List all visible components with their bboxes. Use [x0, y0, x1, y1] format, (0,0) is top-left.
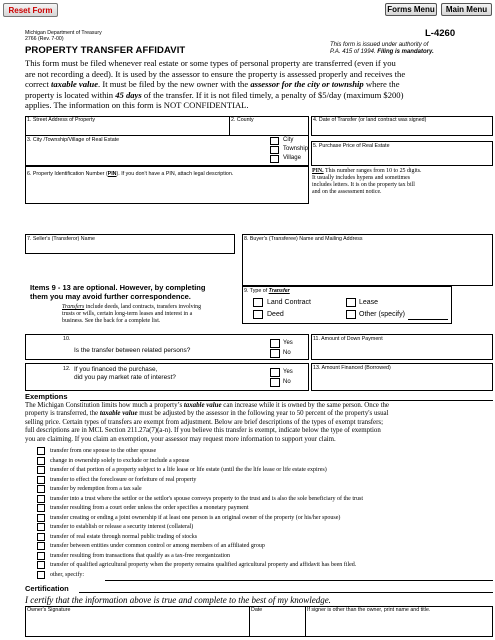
other-type-checkbox[interactable]: [346, 310, 356, 319]
county-label: 2. County: [231, 117, 254, 123]
exemption-label: transfer between entities under common control or among members of an affiliated group: [50, 543, 265, 549]
certification-statement: I certify that the information above is true and complete to the best of my knowledge.: [25, 595, 331, 605]
related-yes-checkbox[interactable]: [270, 339, 280, 348]
purchase-price-label: 5. Purchase Price of Real Estate: [313, 143, 390, 149]
intro-line-3: [25, 79, 495, 90]
market-yes-label: Yes: [283, 369, 293, 375]
authority-act: P.A. 415 of 1994.: [330, 49, 376, 55]
exemption-label: transfer of that portion of a property subject to a life lease or life estate (until the the life lease or life estate expires): [50, 467, 327, 473]
other-type-line[interactable]: [408, 319, 448, 320]
pin-help-line: includes letters. It is on the property tax bill: [312, 182, 415, 188]
exemption-checkbox[interactable]: [37, 447, 45, 455]
market-rate-question: [74, 366, 176, 382]
seller-name-label: 7. Seller's (Transferor) Name: [27, 236, 95, 242]
transfer-type-label: [244, 288, 290, 294]
exemptions-text: can increase while it is owned by the same person. Once the: [221, 402, 389, 409]
intro-line-5: applies. The information on this form is NOT CONFIDENTIAL.: [25, 100, 249, 110]
exemption-label: transfer into a trust where the settlor or the settlor's spouse conveys property to the trust and is also the sole beneficiary of the trust: [50, 495, 363, 502]
exemptions-taxable-value: taxable value: [99, 410, 138, 418]
market-yes-checkbox[interactable]: [270, 368, 280, 377]
authority-line-2: [330, 49, 434, 55]
deed-label: Deed: [267, 311, 284, 318]
intro-line-1: This form must be filed whenever real estate or some types of personal property are transferred (even if you: [25, 58, 396, 68]
filing-mandatory: Filing is mandatory.: [377, 49, 434, 55]
related-no-label: No: [283, 350, 291, 356]
intro-text: where the: [363, 79, 400, 89]
exemption-checkbox[interactable]: [37, 542, 45, 550]
exemption-checkbox[interactable]: [37, 523, 45, 531]
amount-financed-label: 13. Amount Financed (Borrowed): [313, 365, 391, 371]
other-type-label: Other (specify): [359, 311, 405, 318]
intro-paragraph: [25, 58, 495, 111]
forms-menu-button[interactable]: Forms Menu: [385, 3, 437, 16]
lease-checkbox[interactable]: [346, 298, 356, 307]
market-rate-line: did you pay market rate of interest?: [74, 374, 176, 381]
exemption-checkbox[interactable]: [37, 476, 45, 484]
exemptions-text: must be adjusted by the assessor in the following year to 50 percent of the property's usual: [137, 410, 389, 418]
intro-text: of the transfer. If it is not filed timely, a penalty of $5/day (maximum $200): [141, 89, 404, 100]
pin-help-line: It usually includes hypens and sometimes: [312, 175, 410, 181]
exemptions-taxable-value: taxable value: [183, 402, 222, 409]
exemption-label: transfer creating or ending a joint ownership if at least one person is an original owner of the property (or his/her spouse): [50, 514, 341, 521]
reset-form-button[interactable]: Reset Form: [3, 3, 58, 17]
township-checkbox[interactable]: [270, 146, 279, 154]
city-option-label: City: [283, 137, 294, 143]
certification-heading: Certification: [25, 584, 69, 593]
land-contract-checkbox[interactable]: [253, 298, 263, 307]
transfer-type-text: 9. Type of: [244, 288, 269, 294]
form-title: PROPERTY TRANSFER AFFIDAVIT: [25, 45, 186, 56]
transfers-help-bold: Transfers: [62, 304, 85, 310]
exemptions-paragraph: [25, 402, 389, 444]
exemption-checkbox[interactable]: [37, 571, 45, 579]
city-township-label: 3. City /Township/Village of Real Estate: [27, 137, 120, 143]
intro-text: . It must be filed by the new owner with the: [98, 79, 251, 89]
optional-notice: [30, 283, 205, 301]
pin-label-text: ). If you don't have a PIN, attach legal description.: [116, 171, 234, 177]
intro-text: correct: [25, 79, 51, 89]
exemption-label: transfer to establish or release a security interest (collateral): [50, 524, 194, 530]
exemptions-line: full descriptions are in MCL Section 211.27a(7)(a-n). If you believe this transfer is exempt, indicate below the type of exemption: [25, 427, 381, 435]
optional-notice-line: Items 9 - 13 are optional. However, by completing: [30, 283, 206, 292]
market-no-label: No: [283, 379, 291, 385]
pin-label-bold: PIN: [107, 171, 117, 177]
pin-label-text: 6. Property Identification Number (: [27, 171, 108, 177]
down-payment-label: 11. Amount of Down Payment: [313, 336, 383, 342]
exemptions-line: you are claiming. If you claim an exemption, your assessor may request more information to support your claim.: [25, 435, 336, 443]
exemptions-line: selling price. Certain types of transfers are exempt from adjustment. Below are brief descriptions of the types of exempt transfers;: [25, 418, 384, 426]
transfer-type-bold: Transfer: [268, 288, 290, 294]
authority-line-1: This form is issued under authority of: [330, 42, 429, 48]
market-no-checkbox[interactable]: [270, 378, 280, 387]
item-12-number: 12.: [63, 366, 71, 372]
transfers-help-line: include deeds, land contracts, transfers involving: [84, 304, 202, 310]
exemption-checkbox[interactable]: [37, 504, 45, 512]
exemptions-rule: [80, 400, 493, 401]
pin-help-line: This number ranges from 10 to 25 digits.: [323, 168, 422, 174]
form-revision: 2766 (Rev. 7-00): [25, 36, 64, 42]
exemptions-text: The Michigan Constitution limits how much a property’s: [25, 402, 184, 409]
market-rate-line: If you financed the purchase,: [74, 366, 158, 373]
city-checkbox[interactable]: [270, 137, 279, 145]
related-persons-question: Is the transfer between related persons?: [74, 347, 191, 354]
village-checkbox[interactable]: [270, 155, 279, 163]
exemption-label: transfer of qualified agricultural property when the property remains qualified agricultural property and affidavit has been filed.: [50, 562, 357, 568]
intro-taxable-value: taxable value: [51, 79, 99, 89]
form-number: L-4260: [425, 28, 456, 39]
exemption-label: other, specify:: [50, 571, 85, 578]
exemption-checkbox[interactable]: [37, 457, 45, 465]
exemption-checkbox[interactable]: [37, 514, 45, 522]
intro-45-days: 45 days: [115, 89, 142, 100]
township-option-label: Township: [283, 146, 309, 152]
related-yes-label: Yes: [283, 340, 293, 346]
land-contract-label: Land Contract: [267, 299, 311, 306]
exemption-checkbox[interactable]: [37, 495, 45, 503]
owner-signature-label: Owner's Signature: [27, 607, 71, 613]
exemption-checkbox[interactable]: [37, 552, 45, 560]
pin-help-text: [312, 168, 422, 196]
exemptions-text: property is transferred, the: [25, 410, 100, 418]
exemption-checkbox[interactable]: [37, 466, 45, 474]
intro-assessor: assessor for the city or township: [250, 79, 364, 89]
exemption-label: transfer resulting from transactions that qualify as a tax-free reorganization: [50, 552, 230, 559]
transfers-help-line: business. See the back for a complete list.: [62, 318, 161, 324]
exemption-checkbox[interactable]: [37, 561, 45, 569]
buyer-name-label: 8. Buyer's (Transferee) Name and Mailing Address: [244, 236, 363, 242]
exemption-label: change in ownership solely to exclude or include a spouse: [50, 457, 190, 464]
transfer-date-label: 4. Date of Transfer (or land contract was signed): [313, 117, 427, 123]
intro-line-4: [25, 90, 495, 101]
signature-date-label: Date: [251, 607, 263, 613]
certification-rule: [79, 592, 493, 593]
agency-name: Michigan Department of Treasury: [25, 30, 102, 36]
exemption-checkbox[interactable]: [37, 533, 45, 541]
village-option-label: Village: [283, 155, 301, 161]
pin-help-line: and on the assessment notice.: [312, 189, 382, 195]
transfers-help-line: trusts or wills, certain long-term leases and interest in a: [62, 311, 193, 317]
deed-checkbox[interactable]: [253, 310, 263, 319]
exemption-label: transfer resulting from a court order unless the order specifies a monetary payment: [50, 505, 249, 511]
main-menu-button[interactable]: Main Menu: [441, 3, 492, 16]
related-no-checkbox[interactable]: [270, 349, 280, 358]
pin-help-bold: PIN.: [312, 168, 324, 174]
signer-name-title-label: If signer is other than the owner, print name and title.: [307, 607, 431, 613]
lease-label: Lease: [359, 299, 379, 306]
intro-text: property is located within: [25, 89, 116, 100]
exemption-label: transfer by redemption from a tax sale: [50, 486, 142, 492]
exemption-checkbox[interactable]: [37, 485, 45, 493]
intro-line-2: are not recording a deed). It is used by the assessor to ensure the property is assessed properly and receives the: [25, 68, 406, 79]
exemption-label: transfer to effect the foreclosure or forfeiture of real property: [50, 476, 197, 483]
exemption-label: transfer from one spouse to the other spouse: [50, 448, 157, 454]
item-10-number: 10.: [63, 336, 71, 342]
exemption-label: transfer of real estate through normal public trading of stocks: [50, 533, 198, 540]
exemptions-heading: Exemptions: [25, 392, 68, 401]
pin-label: [27, 171, 233, 177]
street-address-label: 1. Street Address of Property: [27, 117, 96, 123]
transfers-help-text: [62, 304, 201, 325]
optional-notice-line: them you may avoid further correspondence.: [30, 292, 191, 301]
other-exemption-line[interactable]: [105, 580, 493, 581]
